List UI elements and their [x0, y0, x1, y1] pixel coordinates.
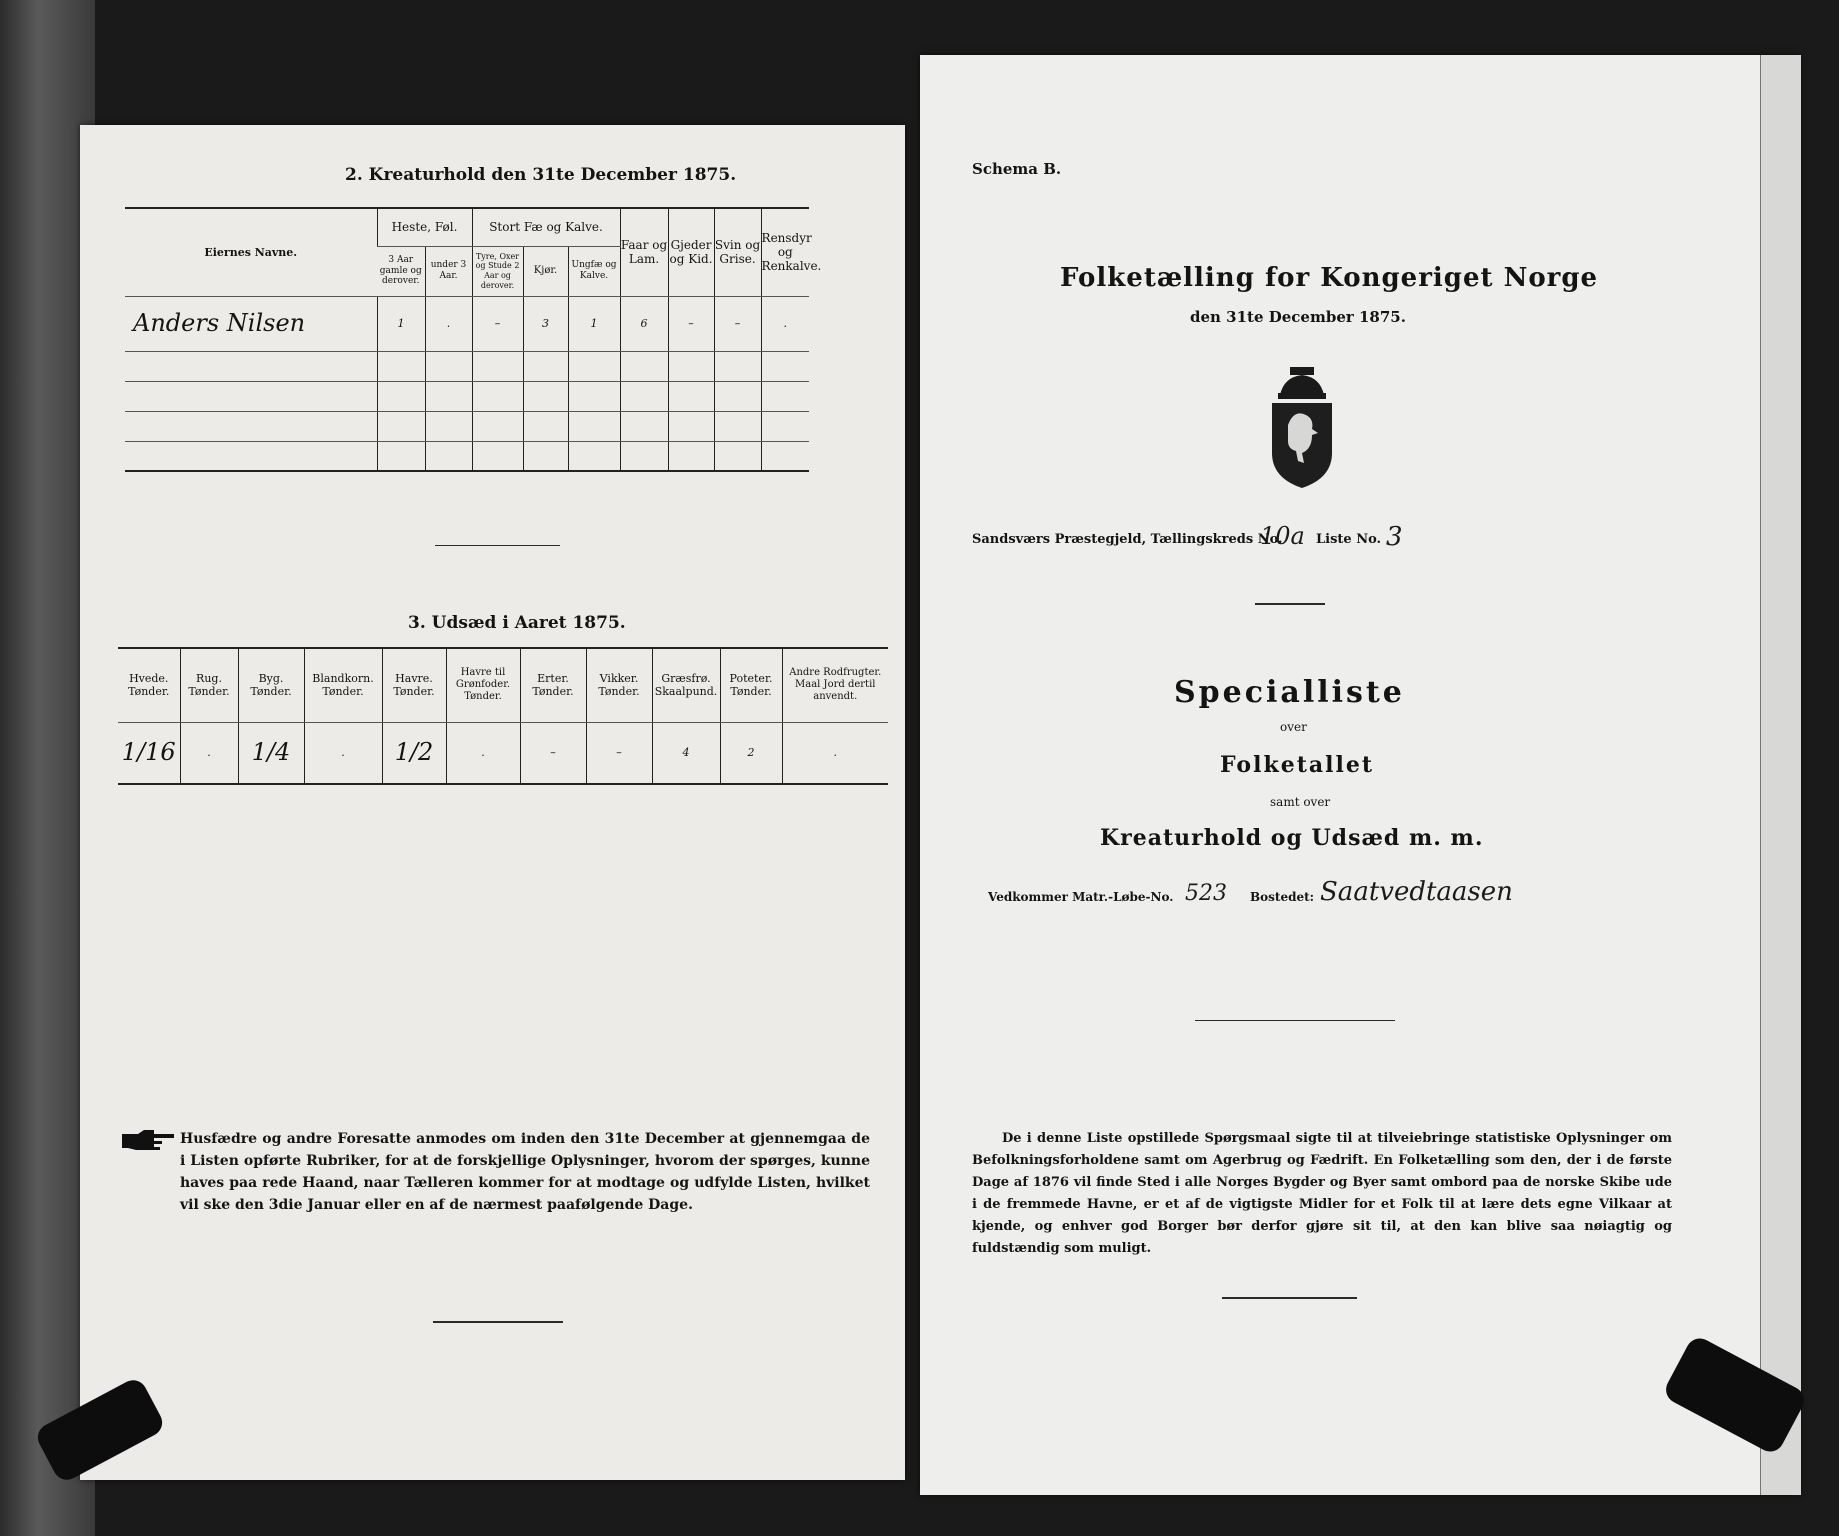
table-row: [125, 441, 887, 471]
specialliste-heading: Specialliste: [1174, 675, 1405, 710]
seed-value-rug: .: [180, 722, 238, 784]
heste-group-header: Heste, Føl.: [377, 208, 472, 246]
right-page: [920, 55, 1800, 1495]
bostedet-value: Saatvedtaasen: [1320, 877, 1513, 907]
divider: [435, 545, 560, 546]
district-label: Sandsværs Præstegjeld, Tællingskreds No.: [972, 532, 1283, 547]
heste-young-value: .: [425, 296, 472, 351]
gjeder-header: Gjeder og Kid.: [668, 208, 714, 296]
table-row: [118, 722, 888, 784]
over-label: over: [1280, 720, 1307, 734]
list-number: 3: [1386, 522, 1403, 552]
seed-value-hvede: 1/16: [118, 722, 180, 784]
seed-value-havre-gronfoder: .: [446, 722, 520, 784]
svin-header: Svin og Grise.: [714, 208, 761, 296]
seed-value-rodfrugter: .: [782, 722, 888, 784]
divider: [1222, 1297, 1357, 1299]
notice-text: Husfædre og andre Foresatte anmodes om inden den 31te December at gjennemgaa de i Listen opførte Rubriker, for at de forskjellige Oplysninger, hvorom der spørges, kunne haves paa rede Haand, naar Tælleren kommer for at modtage og udfylde Listen, hvilket vil ske den 3die Januar eller en af de nærmest paafølgende Dage.: [180, 1131, 870, 1213]
seed-value-byg: 1/4: [238, 722, 304, 784]
page-edge: [1760, 55, 1801, 1495]
owner-header: Eiernes Navne.: [125, 208, 377, 296]
seed-value-blandkorn: .: [304, 722, 382, 784]
schema-label: Schema B.: [972, 160, 1062, 178]
heste-old-header: 3 Aar gamle og derover.: [377, 246, 425, 296]
heste-young-header: under 3 Aar.: [425, 246, 472, 296]
seed-value-graesfro: 4: [652, 722, 720, 784]
heste-old-value: 1: [377, 296, 425, 351]
matr-number: 523: [1185, 881, 1227, 906]
seed-value-erter: –: [520, 722, 586, 784]
faar-header: Faar og Lam.: [620, 208, 668, 296]
section2-title: 2. Kreaturhold den 31te December 1875.: [345, 165, 737, 185]
district-number: 10a: [1260, 522, 1305, 550]
seed-table: [118, 647, 888, 785]
stort-group-header: Stort Fæ og Kalve.: [472, 208, 620, 246]
table-row: [125, 411, 887, 441]
seed-value-vikker: –: [586, 722, 652, 784]
document-date: den 31te December 1875.: [1190, 308, 1406, 326]
section3-title: 3. Udsæd i Aaret 1875.: [408, 613, 626, 633]
faar-value: 6: [620, 296, 668, 351]
tyre-header: Tyre, Oxer og Stude 2 Aar og derover.: [472, 246, 523, 296]
rensdyr-header: Rensdyr og Renkalve.: [761, 208, 809, 296]
pointing-hand-icon: [120, 1128, 176, 1152]
bostedet-label: Bostedet:: [1250, 890, 1315, 904]
kreaturhold-heading: Kreaturhold og Udsæd m. m.: [1100, 825, 1484, 851]
seed-header-hvede: Hvede. Tønder.: [118, 648, 180, 722]
rensdyr-value: .: [761, 296, 809, 351]
kjor-value: 3: [523, 296, 568, 351]
matr-label: Vedkommer Matr.-Løbe-No.: [988, 890, 1174, 904]
table-row: [125, 351, 887, 381]
svin-value: –: [714, 296, 761, 351]
livestock-table: [125, 207, 887, 472]
seed-header-havre-gronfoder: Havre til Grønfoder. Tønder.: [446, 648, 520, 722]
list-label: Liste No.: [1316, 532, 1382, 547]
seed-header-rug: Rug. Tønder.: [180, 648, 238, 722]
seed-value-havre: 1/2: [382, 722, 446, 784]
seed-header-havre: Havre. Tønder.: [382, 648, 446, 722]
seed-header-rodfrugter: Andre Rodfrugter. Maal Jord dertil anvendt.: [782, 648, 888, 722]
seed-header-vikker: Vikker. Tønder.: [586, 648, 652, 722]
kjor-header: Kjør.: [523, 246, 568, 296]
seed-header-poteter: Poteter. Tønder.: [720, 648, 782, 722]
seed-value-poteter: 2: [720, 722, 782, 784]
divider: [1195, 1020, 1395, 1021]
ungfae-value: 1: [568, 296, 620, 351]
seed-header-erter: Erter. Tønder.: [520, 648, 586, 722]
explanation-text: De i denne Liste opstillede Spørgsmaal sigte til at tilveiebringe statistiske Oplysninger om Befolkningsforholdene samt om Agerbrug og Fædrift. En Folketælling som den, der i de første Dage af 1876 vil finde Sted i alle Norges Bygder og Byer samt ombord paa de norske Skibe ude i de fremmede Havne, er et af de vigtigste Midler for et Folk til at lære dets egne Vilkaar at kjende, og enhver god Borger bør derfor gjøre sit til, at den kan blive saa nøiagtig og fuldstændig som muligt.: [972, 1131, 1672, 1256]
samt-over-label: samt over: [1270, 795, 1331, 809]
tyre-value: –: [472, 296, 523, 351]
ungfae-header: Ungfæ og Kalve.: [568, 246, 620, 296]
table-row: [125, 381, 887, 411]
seed-header-graesfro: Græsfrø. Skaalpund.: [652, 648, 720, 722]
seed-header-blandkorn: Blandkorn. Tønder.: [304, 648, 382, 722]
owner-name: Anders Nilsen: [125, 296, 377, 351]
folketallet-heading: Folketallet: [1220, 752, 1374, 778]
gjeder-value: –: [668, 296, 714, 351]
divider: [1255, 603, 1325, 605]
divider: [433, 1321, 563, 1323]
seed-header-byg: Byg. Tønder.: [238, 648, 304, 722]
left-page: [80, 125, 905, 1480]
table-row: [125, 296, 887, 351]
document-title: Folketælling for Kongeriget Norge: [1060, 263, 1599, 293]
coat-of-arms-icon: [1262, 365, 1342, 490]
